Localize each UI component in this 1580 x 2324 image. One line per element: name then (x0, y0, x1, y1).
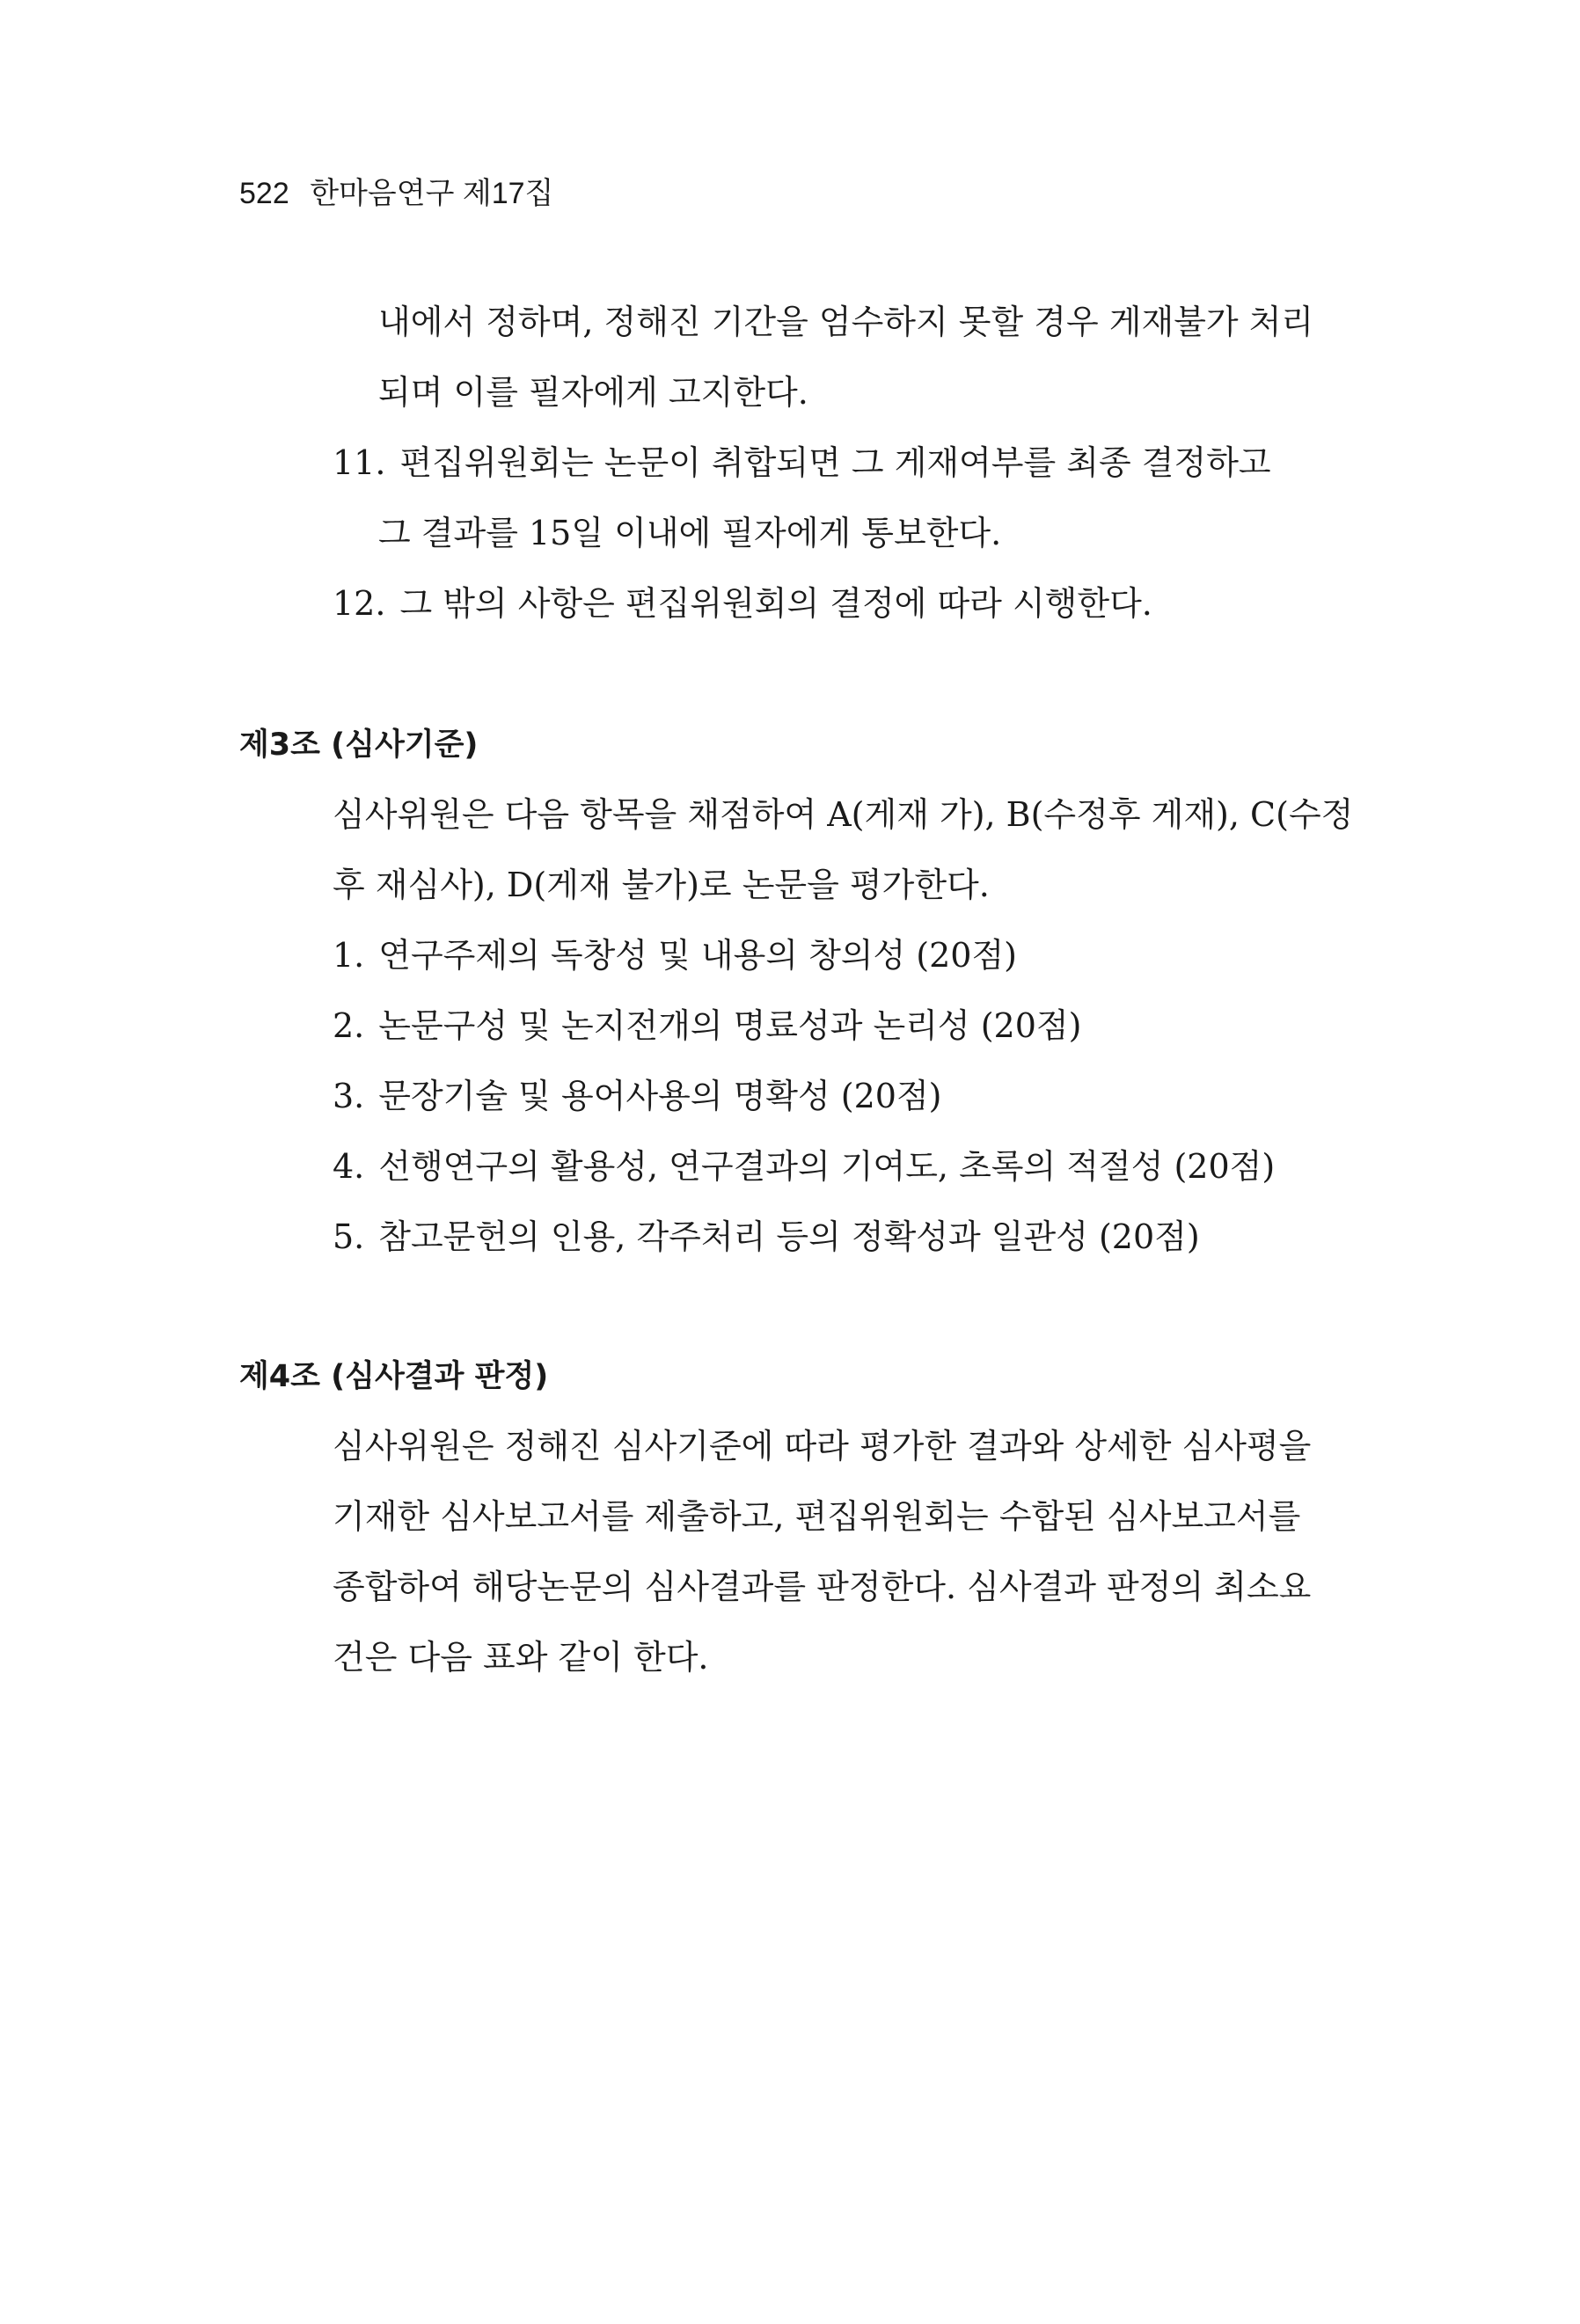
running-header (239, 172, 553, 215)
article-3-intro-line-2: 후 재심사), D(게재 불가)로 논문을 평가한다. (333, 866, 990, 904)
criterion-item (333, 1061, 942, 1131)
article-4-line-3: 종합하여 해당논문의 심사결과를 판정한다. 심사결과 판정의 최소요 (333, 1568, 1312, 1606)
criterion-text: 논문구성 및 논지전개의 명료성과 논리성 (20점) (378, 1006, 1082, 1045)
article-4-line-1: 심사위원은 정해진 심사기준에 따라 평가한 결과와 상세한 심사평을 (333, 1427, 1312, 1465)
page-number: 522 (239, 177, 289, 210)
criterion-item (333, 920, 1017, 990)
continuation-line-1: 내에서 정하며, 정해진 기간을 엄수하지 못할 경우 게재불가 처리 (378, 303, 1314, 341)
list-item-text: 편집위원회는 논문이 취합되면 그 게재여부를 최종 결정하고 (399, 443, 1271, 482)
criterion-number: 5. (333, 1217, 365, 1256)
criterion-text: 연구주제의 독창성 및 내용의 창의성 (20점) (378, 936, 1017, 975)
criterion-item (333, 1202, 1200, 1272)
article-4-heading: 제4조 (심사결과 판정) (239, 1359, 549, 1394)
article-4-line-2: 기재한 심사보고서를 제출하고, 편집위원회는 수합된 심사보고서를 (333, 1497, 1301, 1536)
criterion-item (333, 1131, 1275, 1202)
journal-title: 한마음연구 제17집 (310, 177, 554, 210)
article-3-heading: 제3조 (심사기준) (239, 727, 479, 763)
article-3-intro-line-1: 심사위원은 다음 항목을 채점하여 A(게재 가), B(수정후 게재), C(수정 (333, 795, 1354, 834)
article-4-line-4: 건은 다음 표와 같이 한다. (333, 1638, 709, 1677)
criterion-number: 1. (333, 936, 365, 975)
criterion-text: 문장기술 및 용어사용의 명확성 (20점) (378, 1077, 942, 1115)
criterion-number: 2. (333, 1006, 365, 1045)
list-item-12 (333, 568, 1152, 639)
list-item-11 (333, 428, 1271, 498)
criterion-text: 참고문헌의 인용, 각주처리 등의 정확성과 일관성 (20점) (378, 1217, 1200, 1256)
continuation-line-2: 되며 이를 필자에게 고지한다. (378, 373, 808, 412)
list-item-number: 11. (333, 443, 386, 482)
list-item-number: 12. (333, 584, 386, 623)
criterion-item (333, 990, 1081, 1061)
list-item-11-line-2: 그 결과를 15일 이내에 필자에게 통보한다. (378, 514, 1002, 552)
criterion-number: 3. (333, 1077, 365, 1115)
list-item-text: 그 밖의 사항은 편집위원회의 결정에 따라 시행한다. (399, 584, 1152, 623)
criterion-text: 선행연구의 활용성, 연구결과의 기여도, 초록의 적절성 (20점) (378, 1147, 1276, 1186)
criterion-number: 4. (333, 1147, 365, 1186)
